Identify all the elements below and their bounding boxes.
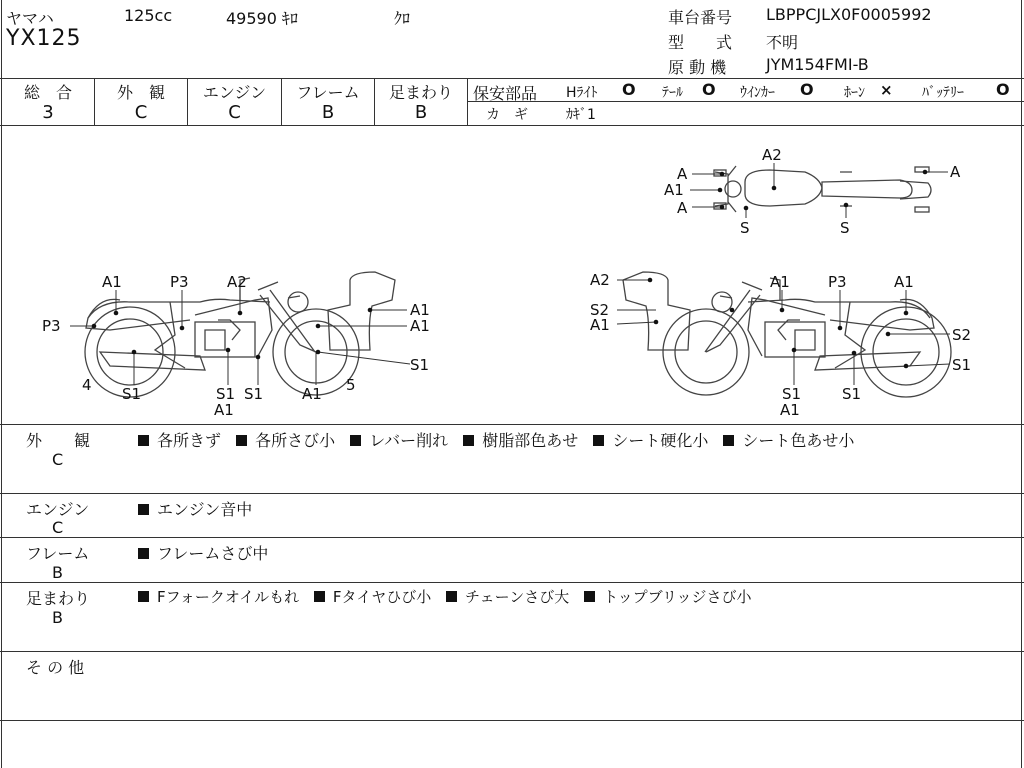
- bullet-icon: [593, 435, 604, 446]
- divider: [0, 582, 1024, 583]
- diagram-label: S: [840, 219, 850, 237]
- score-engine-value: C: [228, 102, 241, 123]
- diagram-label: A1: [894, 273, 914, 291]
- note-item: Fタイヤひび小: [332, 588, 432, 606]
- note-item: 樹脂部色あせ: [482, 431, 579, 450]
- diagram-label: A1: [410, 301, 430, 319]
- safety-winker-label: ｳｲﾝｶｰ: [740, 85, 775, 101]
- safety-horn-mark: ×: [880, 81, 893, 99]
- diagram-label: A: [677, 199, 688, 217]
- diagram-label: P3: [170, 273, 189, 291]
- diagram-label: S1: [842, 385, 862, 403]
- bullet-icon: [584, 591, 595, 602]
- color: ｸﾛ: [394, 9, 411, 28]
- diagram-label: A1: [102, 273, 122, 291]
- divider: [0, 78, 1024, 79]
- divider: [0, 651, 1024, 652]
- diagram-label: A2: [227, 273, 247, 291]
- type-value: 不明: [766, 33, 799, 52]
- score-frame-value: B: [321, 102, 335, 123]
- note-item: Fフォークオイルもれ: [157, 588, 300, 606]
- note-item: シート色あせ小: [742, 431, 855, 450]
- section-suspension-grade: B: [52, 608, 63, 627]
- type-label: 型 式: [668, 33, 733, 52]
- safety-headlight-label: Hﾗｲﾄ: [566, 85, 598, 101]
- safety-headlight-mark: O: [622, 80, 636, 99]
- engine-label: 原 動 機: [668, 58, 727, 77]
- section-frame-items: [138, 541, 278, 564]
- diagram-label: A1: [214, 401, 234, 419]
- chassis-value: LBPPCJLX0F0005992: [766, 5, 932, 24]
- diagram-label: A2: [590, 271, 610, 289]
- section-suspension-label: 足まわり: [26, 589, 91, 608]
- diagram-label: A: [677, 165, 688, 183]
- bullet-icon: [463, 435, 474, 446]
- section-engine-label: エンジン: [26, 500, 90, 519]
- section-exterior-label: 外 観: [26, 431, 91, 450]
- bullet-icon: [723, 435, 734, 446]
- diagram-label: A1: [410, 317, 430, 335]
- bullet-icon: [138, 504, 149, 515]
- score-total-value: 3: [42, 102, 54, 123]
- safety-horn-label: ﾎｰﾝ: [844, 85, 865, 101]
- diagram-label: A1: [770, 273, 790, 291]
- diagram-label: S1: [410, 356, 430, 374]
- note-item: シート硬化小: [612, 431, 709, 450]
- divider: [0, 493, 1024, 494]
- bullet-icon: [314, 591, 325, 602]
- safety-battery-label: ﾊﾞｯﾃﾘｰ: [922, 85, 964, 101]
- note-item: エンジン音中: [157, 500, 253, 519]
- mileage: 49590 ｷﾛ: [226, 9, 298, 28]
- score-frame-label: フレーム: [296, 83, 360, 102]
- divider: [0, 424, 1024, 425]
- diagram-label: S2: [952, 326, 972, 344]
- section-suspension-items: [138, 586, 761, 607]
- divider: [467, 78, 468, 125]
- safety-winker-mark: O: [800, 80, 814, 99]
- diagram-label: A1: [590, 316, 610, 334]
- section-exterior-items: [138, 428, 864, 451]
- diagram-label: 4: [82, 376, 92, 394]
- diagram-label: A2: [762, 146, 782, 164]
- divider: [0, 537, 1024, 538]
- diagram-label: S1: [216, 385, 236, 403]
- chassis-label: 車台番号: [668, 8, 733, 27]
- bullet-icon: [446, 591, 457, 602]
- motorcycle-top-view: [714, 166, 931, 212]
- note-item: 各所さび小: [255, 431, 336, 450]
- damage-diagram: [0, 126, 1024, 424]
- maker: ヤマハ: [6, 9, 54, 28]
- section-engine-items: [138, 497, 262, 520]
- key-label: カ ギ: [486, 107, 528, 123]
- safety-tail-mark: O: [702, 80, 716, 99]
- diagram-label: P3: [42, 317, 61, 335]
- diagram-label: S1: [244, 385, 264, 403]
- section-exterior-grade: C: [52, 450, 64, 469]
- displacement: 125cc: [124, 6, 173, 25]
- score-engine-label: エンジン: [202, 83, 267, 102]
- key-value: ｶｷﾞ1: [566, 107, 596, 123]
- safety-tail-label: ﾃｰﾙ: [662, 85, 683, 101]
- model-name: YX125: [6, 26, 82, 51]
- bullet-icon: [138, 548, 149, 559]
- section-frame-grade: B: [52, 563, 63, 582]
- diagram-label: 5: [346, 376, 356, 394]
- safety-battery-mark: O: [996, 80, 1010, 99]
- bullet-icon: [138, 591, 149, 602]
- diagram-label: S1: [782, 385, 802, 403]
- diagram-label: S: [740, 219, 750, 237]
- safety-title: 保安部品: [473, 84, 538, 103]
- diagram-label: S2: [590, 301, 610, 319]
- section-engine-grade: C: [52, 518, 64, 537]
- note-item: 各所きず: [157, 431, 222, 450]
- diagram-label: A1: [780, 401, 800, 419]
- score-exterior-label: 外 観: [116, 83, 165, 102]
- score-suspension-value: B: [414, 102, 428, 123]
- bullet-icon: [350, 435, 361, 446]
- score-exterior-value: C: [134, 102, 148, 123]
- engine-value: JYM154FMI-B: [766, 55, 869, 74]
- diagram-label: S1: [122, 385, 142, 403]
- score-suspension-label: 足まわり: [388, 83, 453, 102]
- divider: [0, 720, 1024, 721]
- damage-points: [92, 170, 928, 369]
- section-frame-label: フレーム: [26, 544, 90, 563]
- diagram-label: A: [950, 163, 961, 181]
- note-item: トップブリッジさび小: [603, 588, 752, 606]
- section-other-label: そ の 他: [26, 658, 85, 677]
- note-item: フレームさび中: [157, 544, 269, 563]
- note-item: レバー削れ: [369, 431, 449, 450]
- bullet-icon: [138, 435, 149, 446]
- diagram-label: A1: [664, 181, 684, 199]
- diagram-label: A1: [302, 385, 322, 403]
- diagram-label: P3: [828, 273, 847, 291]
- score-total-label: 総 合: [23, 83, 72, 102]
- note-item: チェーンさび大: [465, 588, 570, 606]
- bullet-icon: [236, 435, 247, 446]
- diagram-label: S1: [952, 356, 972, 374]
